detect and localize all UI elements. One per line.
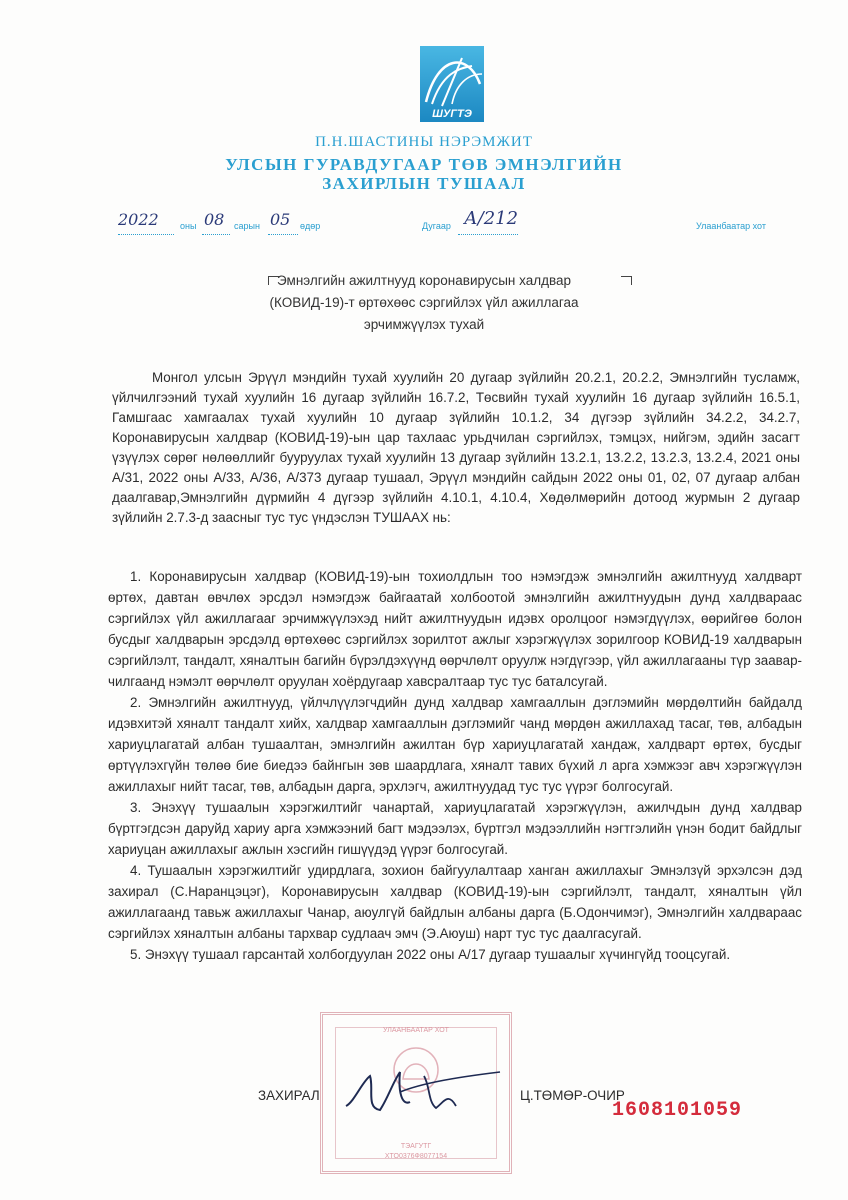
preamble (112, 368, 800, 528)
number-label: Дугаар (422, 221, 451, 231)
day-label: өдөр (300, 221, 321, 231)
title-bracket-left (268, 276, 279, 285)
handwritten-month: 08 (204, 210, 225, 229)
handwritten-number: А/212 (464, 208, 519, 229)
preamble-text: Монгол улсын Эрүүл мэндийн тухай хуулийн 20 дугаар зүйлийн 20.2.1, 20.2.2, Эмнэлгийн тусламж, үйлчилгээний тухай хуулийн 16 дугаар зүйлийн 16.7.2, Төсвийн тухай хуулийн 16 дугаар зүйлийн 16.5.1, Гамшгаас хамгаалах тухай хуулийн 10 дугаар зүйлийн 10.1.2, 34 дүгээр зүйлийн 34.2.2, 34.2.7, Коронавирусын халдвар (КОВИД-19)-ын цар тахлаас урьдчилан сэргийлэх, тэмцэх, нийгэм, эдийн засагт үзүүлэх сөрөг нөлөөллийг бууруулах тухай хуулийн 13 дугаар зүйлийн 13.2.1, 13.2.2, 13.2.3, 13.2.4, 2021 оны А/31, 2022 оны А/33, А/36, А/373 дугаар тушаал, Эрүүл мэндийн сайдын 2022 оны 01, 02, 07 дугаар албан даалгавар,Эмнэлгийн дүрмийн 4 дүгээр зүйлийн 4.10.1, 4.10.4, Хөдөлмөрийн дотоод журмын 2 дугаар зүйлийн 2.7.3-д заасныг тус тус үндэслэн ТУШААХ нь: (112, 370, 800, 525)
handwritten-day: 05 (270, 210, 291, 229)
year-label: оны (180, 221, 197, 231)
order-items (108, 566, 802, 965)
title-line3: эрчимжүүлэх тухай (363, 317, 485, 332)
signatory-name: Ц.ТӨМӨР-ОЧИР (520, 1088, 625, 1103)
order-item-4: 4. Тушаалын хэрэгжилтийг удирдлага, зохион байгуулалтаар ханган ажиллахыг Эмнэлзүй эрхэлсэн дэд захирал (С.Наранцэцэг), Коронавирусын халдвар (КОВИД-19)-ын сэргийлэлт, тандалт, хяналтын үйл ажиллагаанд тавьж ажиллахыг Чанар, аюулгүй байдлын албаны дарга (Б.Одончимэг), Эмнэлгийн халдвараас сэргийлэх хяналтын албаны тархвар судлаач эмч (Э.Аюуш) нарт тус тус даалгасугай. (108, 863, 802, 941)
hospital-logo (412, 44, 492, 124)
org-name-line1: П.Н.ШАСТИНЫ НЭРЭМЖИТ (315, 134, 533, 150)
title-line2: (КОВИД-19)-т өртөхөөс сэргийлэх үйл ажиллагаа (269, 295, 579, 310)
logo-text: ШУГТЭ (432, 108, 472, 120)
order-item-1: 1. Коронавирусын халдвар (КОВИД-19)-ын тохиолдлын тоо нэмэгдэж эмнэлгийн ажилтнууд халдварт өртөх, давтан өвчлөх эрсдэл нэмэгдэж байгаатай холбоотой эмнэлгийн ажилтнуудын дунд халдвараас сэргийлэх үйл ажиллагааг эрчимжүүлэхэд нийт ажилтнуудын идэвх оролцоог нэмэгдүүлэх, өөрийгөө болон бусдыг халдварын эрсдэлд өртөхөөс сэргийлэх зорилтот ажлыг хэрэгжүүлэх зорилгоор КОВИД-19 халдварын сэргийлэлт, тандалт, хяналтын багийн бүрэлдэхүүнд өөрчлөлт оруулж нэгдүгээр, үйл ажиллагааны түр зааварчилгаанд нэмэлт өөрчлөлт оруулан хоёрдугаар хавсралтаар тус тус баталсугай. (108, 569, 802, 689)
date-line (118, 208, 798, 236)
order-item-5: 5. Энэхүү тушаал гарсантай холбогдуулан 2022 оны А/17 дугаар тушаалыг хүчингүйд тооцсугай. (130, 947, 731, 962)
signatory-title: ЗАХИРАЛ (258, 1088, 320, 1103)
month-label: сарын (234, 221, 260, 231)
document-type: ЗАХИРЛЫН ТУШААЛ (322, 174, 526, 193)
stamp-top-text: УЛААНБААТАР ХОТ (383, 1027, 449, 1034)
day-underline (268, 234, 298, 235)
number-underline (458, 234, 518, 235)
city-label: Улаанбаатар хот (696, 221, 766, 231)
handwritten-signature (340, 1062, 510, 1122)
title-line1: Эмнэлгийн ажилтнууд коронавирусын халдвар (276, 273, 571, 288)
month-underline (202, 234, 230, 235)
handwritten-year: 2022 (118, 210, 159, 229)
stamp-code-text: ХТО0376Ф8077154 (384, 1153, 448, 1160)
year-underline (118, 234, 174, 235)
org-name-line2: УЛСЫН ГУРАВДУГААР ТӨВ ЭМНЭЛГИЙН (225, 155, 623, 174)
order-item-3: 3. Энэхүү тушаалын хэрэгжилтийг чанартай, хариуцлагатай хэрэгжүүлэн, ажилчдын дунд халдвар бүртгэгдсэн даруйд хариу арга хэмжээний багт мэдээлэх, бүртгэл мэдээллийн нэгтгэлийн үнэн бодит байдлыг хариуцан ажиллахыг ажлын хэсгийн гишүүдэд үүрэг болгосугай. (108, 800, 802, 857)
order-item-2: 2. Эмнэлгийн ажилтнууд, үйлчлүүлэгчдийн дунд халдвар хамгааллын дэглэмийн мөрдөлтийн байдалд идэвхитэй хяналт тандалт хийх, халдвар хамгааллын дэглэмийг чанд мөрдөн ажиллахад тасаг, төв, албадын хариуцлагатай албан тушаалтан, эмнэлгийн ажилтан бүр хариуцлагатай хандаж, халдварт өртөх, бусдыг өртүүлэхгүйн төлөө бие биедээ байнгын зөв шаардлага, хяналт тавих бүхий л арга хэмжээг авч хэрэгжүүлэн ажиллахыг нийт тасаг, төв, албадын дарга, эрхлэгч, ажилтнуудад тус тус үүрэг болгосугай. (108, 695, 802, 794)
stamp-bottom-text: ТЭАГУТГ (400, 1143, 432, 1150)
registration-number: 1608101059 (612, 1099, 743, 1122)
title-bracket-right (621, 276, 632, 285)
document-title (0, 270, 848, 336)
